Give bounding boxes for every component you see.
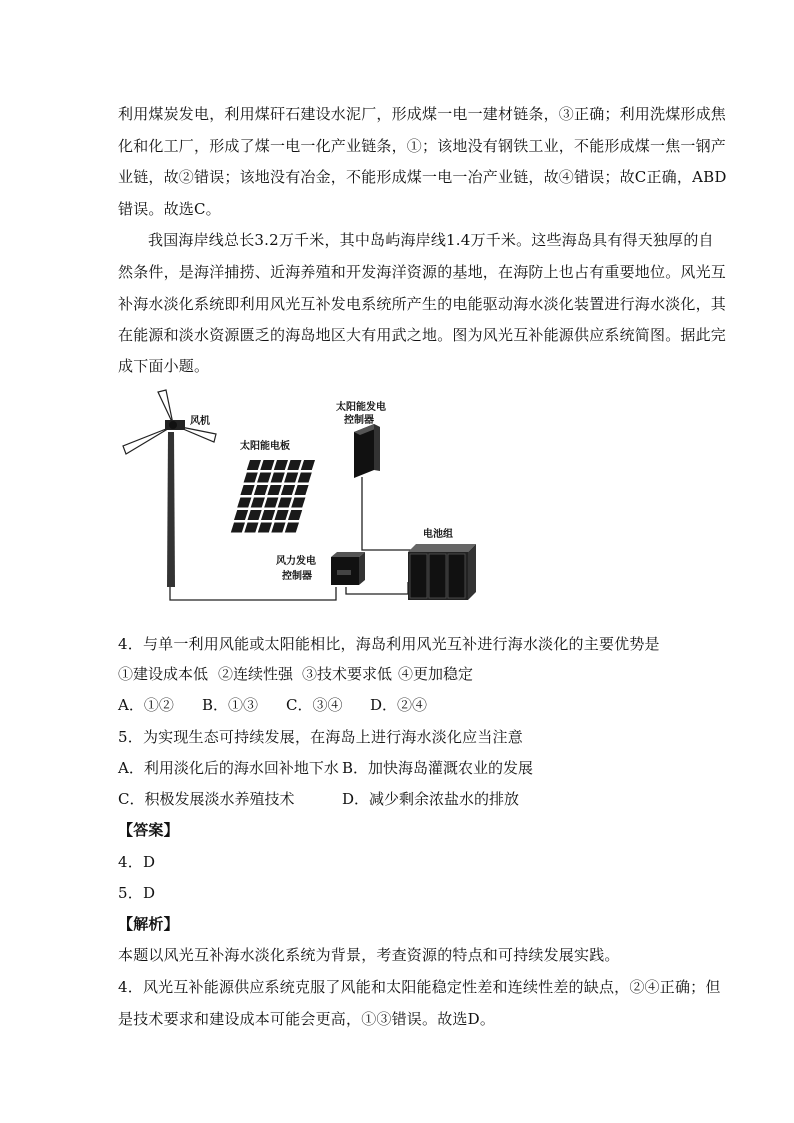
intro-line-4: 错误。故选C。	[118, 200, 221, 218]
solar-cell	[287, 460, 301, 470]
solar-cell	[247, 460, 261, 470]
q4-choice-d: D．②④	[370, 696, 428, 714]
passage-line-1: 我国海岸线总长3.2万千米，其中岛屿海岸线1.4万千米。这些海岛具有得天独厚的自	[148, 231, 714, 249]
solar-cell	[301, 460, 315, 470]
solar-cell	[298, 473, 312, 483]
solar-cell	[267, 485, 281, 495]
solar-cell	[234, 510, 248, 520]
intro-line-3: 业链，故②错误；该地没有冶金，不能形成煤一电一冶产业链，故④错误；故C正确，ABD	[118, 168, 727, 186]
battery-label: 电池组	[423, 529, 453, 540]
solar-cell	[281, 485, 295, 495]
q4-choice-b: B．①③	[202, 696, 259, 714]
solar-controller-label-2: 控制器	[344, 415, 374, 426]
solar-cell	[284, 473, 298, 483]
solar-cell	[264, 498, 278, 508]
wind-controller-icon	[331, 552, 365, 585]
solar-cell	[248, 510, 262, 520]
solar-panel-label: 太阳能电板	[240, 441, 290, 452]
solar-cell	[288, 510, 302, 520]
solar-cell	[285, 523, 299, 533]
solar-controller-icon	[354, 424, 380, 478]
solar-cell	[231, 523, 245, 533]
solar-cell	[260, 460, 274, 470]
passage-line-3: 补海水淡化系统即利用风光互补发电系统所产生的电能驱动海水淡化装置进行海水淡化，其	[118, 295, 727, 313]
solar-cell	[271, 473, 285, 483]
q4-item-4: ④更加稳定	[398, 665, 474, 683]
q4-item-2: ②连续性强	[218, 665, 294, 683]
analysis-line-1: 本题以风光互补海水淡化系统为背景，考查资源的特点和可持续发展实践。	[118, 946, 620, 964]
analysis-line-2: 4．风光互补能源供应系统克服了风能和太阳能稳定性差和连续性差的缺点，②④正确；但	[118, 978, 721, 996]
q5-choice-d: D．减少剩余浓盐水的排放	[342, 790, 520, 808]
q4-item-1: ①建设成本低	[118, 665, 209, 683]
passage-line-2: 然条件，是海洋捕捞、近海养殖和开发海洋资源的基地，在海防上也占有重要地位。风光互	[118, 263, 727, 281]
passage-line-4: 在能源和淡水资源匮乏的海岛地区大有用武之地。图为风光互补能源供应系统简图。据此完	[118, 326, 727, 344]
answer-heading: 【答案】	[118, 821, 179, 839]
wind-turbine-label: 风机	[190, 416, 210, 427]
solar-cell	[261, 510, 275, 520]
analysis-line-3: 是技术要求和建设成本可能会更高，①③错误。故选D。	[118, 1010, 496, 1028]
battery-group-icon	[408, 544, 476, 600]
solar-cell	[244, 523, 258, 533]
intro-line-2: 化和化工厂，形成了煤一电一化产业链条，①；该地没有钢铁工业，不能形成煤一焦一钢产	[118, 137, 727, 155]
solar-cell	[240, 485, 254, 495]
q4-choice-c: C．③④	[286, 696, 343, 714]
intro-line-1: 利用煤炭发电，利用煤矸石建设水泥厂，形成煤一电一建材链条，③正确；利用洗煤形成焦	[118, 105, 727, 123]
analysis-heading: 【解析】	[118, 915, 179, 933]
q4-item-3: ③技术要求低	[302, 665, 393, 683]
solar-controller-label-1: 太阳能发电	[336, 402, 386, 413]
solar-cell	[251, 498, 265, 508]
solar-cell	[258, 523, 272, 533]
solar-cell	[291, 498, 305, 508]
solar-cell	[278, 498, 292, 508]
q5-choice-a: A．利用淡化后的海水回补地下水	[118, 759, 339, 777]
question-4-stem: 4．与单一利用风能或太阳能相比，海岛利用风光互补进行海水淡化的主要优势是	[118, 635, 660, 653]
solar-panel-icon	[231, 460, 315, 533]
solar-cell	[254, 485, 268, 495]
question-5-stem: 5．为实现生态可持续发展，在海岛上进行海水淡化应当注意	[118, 728, 523, 746]
wind-controller-label-2: 控制器	[282, 571, 312, 582]
solar-cell	[257, 473, 271, 483]
q5-choice-c: C．积极发展淡水养殖技术	[118, 790, 295, 808]
energy-system-diagram	[118, 382, 518, 612]
passage-line-5: 成下面小题。	[118, 357, 210, 375]
solar-cell	[274, 460, 288, 470]
wind-controller-label-1: 风力发电	[276, 556, 316, 567]
solar-cell	[237, 498, 251, 508]
solar-cell	[271, 523, 285, 533]
solar-cell	[275, 510, 289, 520]
solar-cell	[244, 473, 258, 483]
answer-5: 5．D	[118, 884, 156, 902]
q4-choice-a: A．①②	[118, 696, 174, 714]
q5-choice-b: B．加快海岛灌溉农业的发展	[342, 759, 534, 777]
answer-4: 4．D	[118, 853, 156, 871]
solar-cell	[294, 485, 308, 495]
